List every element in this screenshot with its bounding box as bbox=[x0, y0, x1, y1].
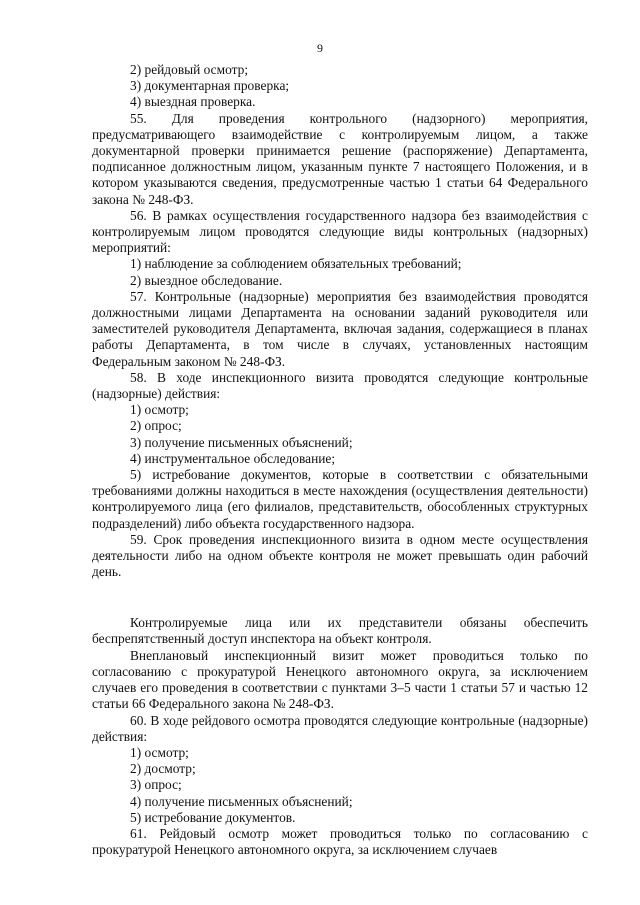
list-item: 4) инструментальное обследование; bbox=[130, 450, 336, 466]
paragraph: Контролируемые лица или их представители обязаны обеспечить беспрепятственный доступ инспектора на объект контроля. bbox=[92, 615, 588, 647]
paragraph: 56. В рамках осуществления государственного надзора без взаимодействия с контролируемым лицом проводятся следующие виды контрольных (надзорных) мероприятий: bbox=[92, 207, 588, 256]
paragraph-spacer bbox=[92, 594, 588, 602]
list-item: 1) осмотр; bbox=[130, 744, 189, 760]
paragraph: Внеплановый инспекционный визит может проводиться только по согласованию с прокуратурой Ненецкого автономного округа, за исключением случаев его проведения в соответствии с пунктами 3–5 части 1 статьи 57 и частью 12 статьи 66 Федерального закона № 248-ФЗ. bbox=[92, 647, 588, 712]
list-item: 1) осмотр; bbox=[130, 402, 189, 418]
document-body bbox=[92, 62, 588, 858]
list-item: 5) истребование документов. bbox=[130, 809, 296, 825]
list-item: 2) опрос; bbox=[130, 418, 182, 434]
list-item: 3) опрос; bbox=[130, 777, 182, 793]
list-item: 1) наблюдение за соблюдением обязательных требований; bbox=[130, 256, 462, 272]
paragraph: 59. Срок проведения инспекционного визита в одном месте осуществления деятельности либо на одном объекте контроля не может превышать один рабочий день. bbox=[92, 531, 588, 580]
list-item: 2) рейдовый осмотр; bbox=[130, 62, 249, 77]
paragraph: 55. Для проведения контрольного (надзорного) мероприятия, предусматривающего взаимодействие с контролируемым лицом, а также документарной проверки принимается решение (распоряжение) Департамента, подписанное должностным лицом, указанным пункте 7 настоящего Положения, и в котором указываются сведения, предусмотренные частью 1 статьи 64 Федерального закона № 248-ФЗ. bbox=[92, 110, 588, 207]
list-item: 2) досмотр; bbox=[130, 761, 196, 777]
list-item: 2) выездное обследование. bbox=[130, 272, 283, 288]
paragraph: 5) истребование документов, которые в соответствии с обязательными требованиями должны находиться в месте нахождения (осуществления деятельности) контролируемого лица (его филиалов, представительств, обособленных структурных подразделений) либо объекта государственного надзора. bbox=[92, 467, 588, 531]
list-item: 3) получение письменных объяснений; bbox=[130, 434, 353, 450]
paragraph: 61. Рейдовый осмотр может проводиться только по согласованию с прокуратурой Ненецкого автономного округа, за исключением случаев bbox=[92, 825, 588, 858]
paragraph: 57. Контрольные (надзорные) мероприятия без взаимодействия проводятся должностными лицами Департамента на основании заданий руководителя или заместителей руководителя Департамента, включая задания, содержащиеся в планах работы Департамента, в том числе в случаях, установленных настоящим Федеральным законом № 248-ФЗ. bbox=[92, 288, 588, 369]
page-number: 9 bbox=[317, 41, 323, 55]
list-item: 4) получение письменных объяснений; bbox=[130, 793, 353, 809]
paragraph: 60. В ходе рейдового осмотра проводятся следующие контрольные (надзорные) действия: bbox=[92, 712, 588, 744]
list-item: 4) выездная проверка. bbox=[130, 94, 256, 110]
list-item: 3) документарная проверка; bbox=[130, 78, 290, 94]
paragraph: 58. В ходе инспекционного визита проводятся следующие контрольные (надзорные) действия: bbox=[92, 369, 588, 402]
